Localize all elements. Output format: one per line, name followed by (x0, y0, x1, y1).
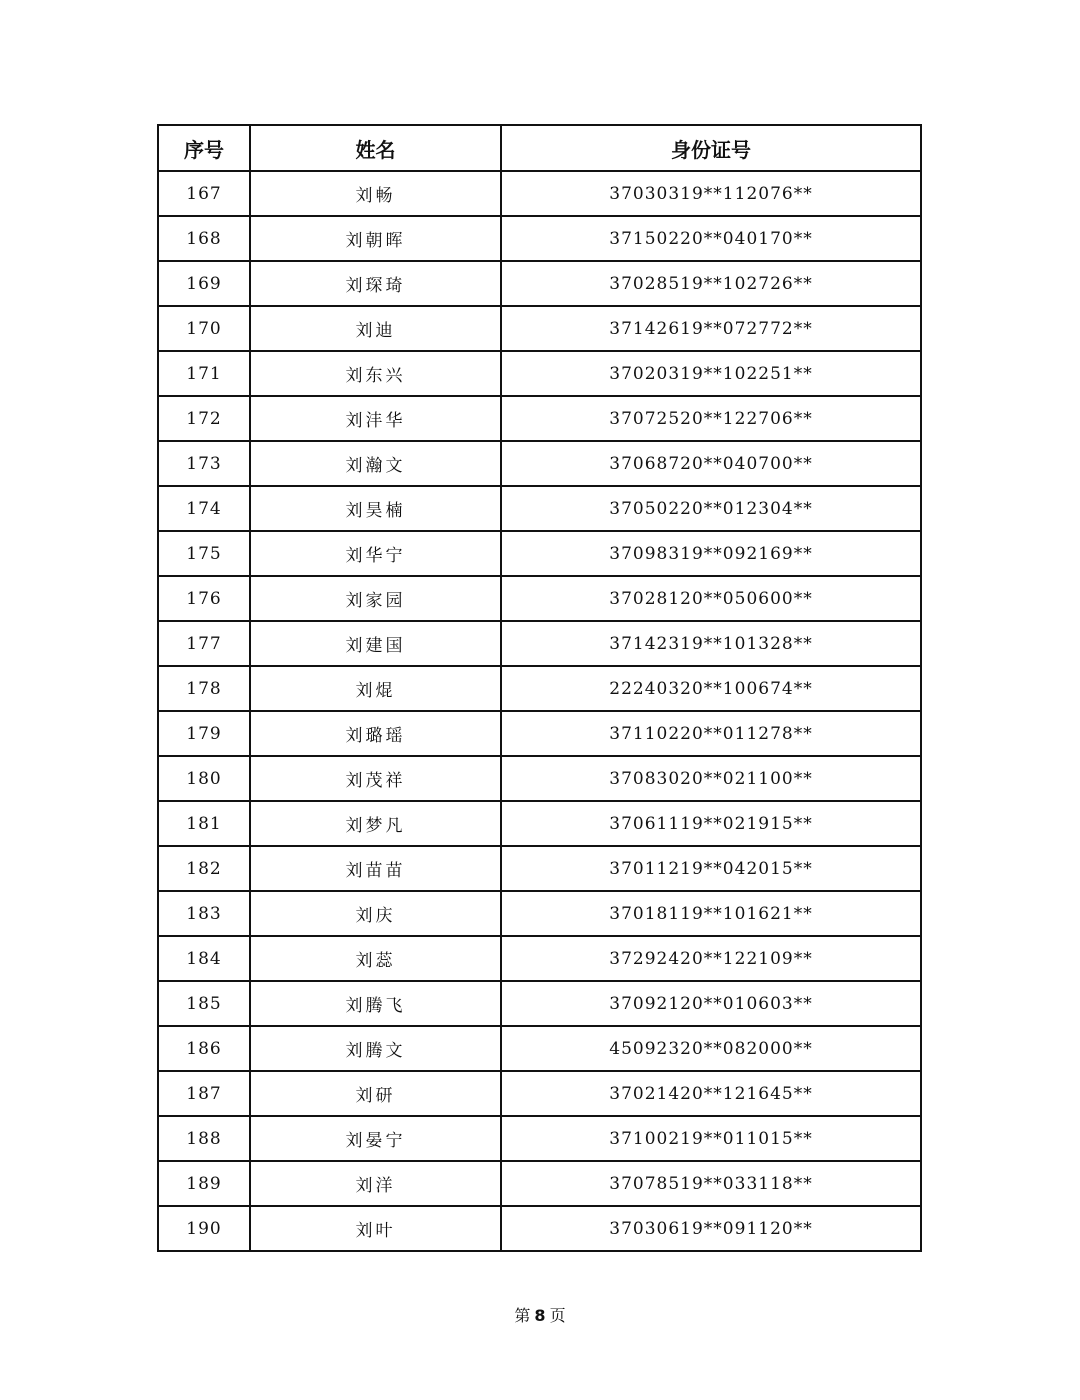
table-body (158, 171, 921, 1251)
table-row (158, 1206, 921, 1251)
index-cell: 173 (158, 441, 250, 486)
index-cell: 179 (158, 711, 250, 756)
table-row (158, 801, 921, 846)
index-cell: 167 (158, 171, 250, 216)
name-cell: 刘焜 (250, 666, 501, 711)
id-number-cell: 37100219**011015** (501, 1116, 921, 1161)
index-cell: 176 (158, 576, 250, 621)
id-number-cell: 37028519**102726** (501, 261, 921, 306)
id-number-cell: 37083020**021100** (501, 756, 921, 801)
id-number-cell: 37020319**102251** (501, 351, 921, 396)
table-row (158, 891, 921, 936)
id-number-cell: 37021420**121645** (501, 1071, 921, 1116)
index-cell: 186 (158, 1026, 250, 1071)
id-number-cell: 37110220**011278** (501, 711, 921, 756)
table-row (158, 756, 921, 801)
index-cell: 170 (158, 306, 250, 351)
table-row (158, 306, 921, 351)
id-number-cell: 37092120**010603** (501, 981, 921, 1026)
table-row (158, 1161, 921, 1206)
table-row (158, 216, 921, 261)
index-cell: 183 (158, 891, 250, 936)
table-row (158, 396, 921, 441)
id-number-cell: 37011219**042015** (501, 846, 921, 891)
name-cell: 刘沣华 (250, 396, 501, 441)
id-number-cell: 37061119**021915** (501, 801, 921, 846)
name-cell: 刘东兴 (250, 351, 501, 396)
name-cell: 刘梦凡 (250, 801, 501, 846)
index-cell: 172 (158, 396, 250, 441)
id-number-cell: 37030319**112076** (501, 171, 921, 216)
name-cell: 刘苗苗 (250, 846, 501, 891)
table-header-row (158, 125, 921, 171)
table-row (158, 711, 921, 756)
id-number-cell: 37018119**101621** (501, 891, 921, 936)
column-header-name: 姓名 (250, 125, 501, 171)
index-cell: 169 (158, 261, 250, 306)
name-cell: 刘洋 (250, 1161, 501, 1206)
name-cell: 刘璐瑶 (250, 711, 501, 756)
id-number-cell: 37030619**091120** (501, 1206, 921, 1251)
index-cell: 185 (158, 981, 250, 1026)
name-cell: 刘叶 (250, 1206, 501, 1251)
page-label-prefix: 第 (514, 1306, 531, 1325)
name-cell: 刘建国 (250, 621, 501, 666)
index-cell: 175 (158, 531, 250, 576)
id-number-cell: 37142619**072772** (501, 306, 921, 351)
name-cell: 刘研 (250, 1071, 501, 1116)
index-cell: 189 (158, 1161, 250, 1206)
page-footer (0, 1303, 1080, 1326)
index-cell: 181 (158, 801, 250, 846)
name-cell: 刘瀚文 (250, 441, 501, 486)
name-cell: 刘腾飞 (250, 981, 501, 1026)
id-number-cell: 37098319**092169** (501, 531, 921, 576)
name-cell: 刘晏宁 (250, 1116, 501, 1161)
page-label-suffix: 页 (549, 1306, 566, 1325)
table-row (158, 576, 921, 621)
table-row (158, 936, 921, 981)
table-row (158, 531, 921, 576)
name-cell: 刘迪 (250, 306, 501, 351)
name-cell: 刘腾文 (250, 1026, 501, 1071)
page-number: 8 (534, 1306, 546, 1325)
id-number-cell: 22240320**100674** (501, 666, 921, 711)
table-row (158, 621, 921, 666)
index-cell: 171 (158, 351, 250, 396)
name-cell: 刘庆 (250, 891, 501, 936)
id-number-cell: 37142319**101328** (501, 621, 921, 666)
index-cell: 182 (158, 846, 250, 891)
name-cell: 刘昊楠 (250, 486, 501, 531)
table-row (158, 261, 921, 306)
table-row (158, 846, 921, 891)
name-cell: 刘华宁 (250, 531, 501, 576)
table-row (158, 981, 921, 1026)
table-row (158, 171, 921, 216)
index-cell: 177 (158, 621, 250, 666)
id-number-cell: 37150220**040170** (501, 216, 921, 261)
index-cell: 187 (158, 1071, 250, 1116)
name-cell: 刘家园 (250, 576, 501, 621)
name-cell: 刘蕊 (250, 936, 501, 981)
name-cell: 刘茂祥 (250, 756, 501, 801)
id-number-cell: 45092320**082000** (501, 1026, 921, 1071)
table-row (158, 1026, 921, 1071)
index-cell: 168 (158, 216, 250, 261)
id-number-cell: 37068720**040700** (501, 441, 921, 486)
index-cell: 184 (158, 936, 250, 981)
table-row (158, 486, 921, 531)
table-row (158, 441, 921, 486)
name-cell: 刘朝晖 (250, 216, 501, 261)
id-number-cell: 37050220**012304** (501, 486, 921, 531)
table-row (158, 666, 921, 711)
id-number-cell: 37292420**122109** (501, 936, 921, 981)
column-header-index: 序号 (158, 125, 250, 171)
name-cell: 刘琛琦 (250, 261, 501, 306)
index-cell: 180 (158, 756, 250, 801)
id-number-cell: 37028120**050600** (501, 576, 921, 621)
id-number-cell: 37078519**033118** (501, 1161, 921, 1206)
table-row (158, 1116, 921, 1161)
index-cell: 190 (158, 1206, 250, 1251)
roster-table (157, 124, 922, 1252)
name-cell: 刘畅 (250, 171, 501, 216)
column-header-id-number: 身份证号 (501, 125, 921, 171)
table-row (158, 351, 921, 396)
table-row (158, 1071, 921, 1116)
index-cell: 174 (158, 486, 250, 531)
index-cell: 178 (158, 666, 250, 711)
id-number-cell: 37072520**122706** (501, 396, 921, 441)
index-cell: 188 (158, 1116, 250, 1161)
